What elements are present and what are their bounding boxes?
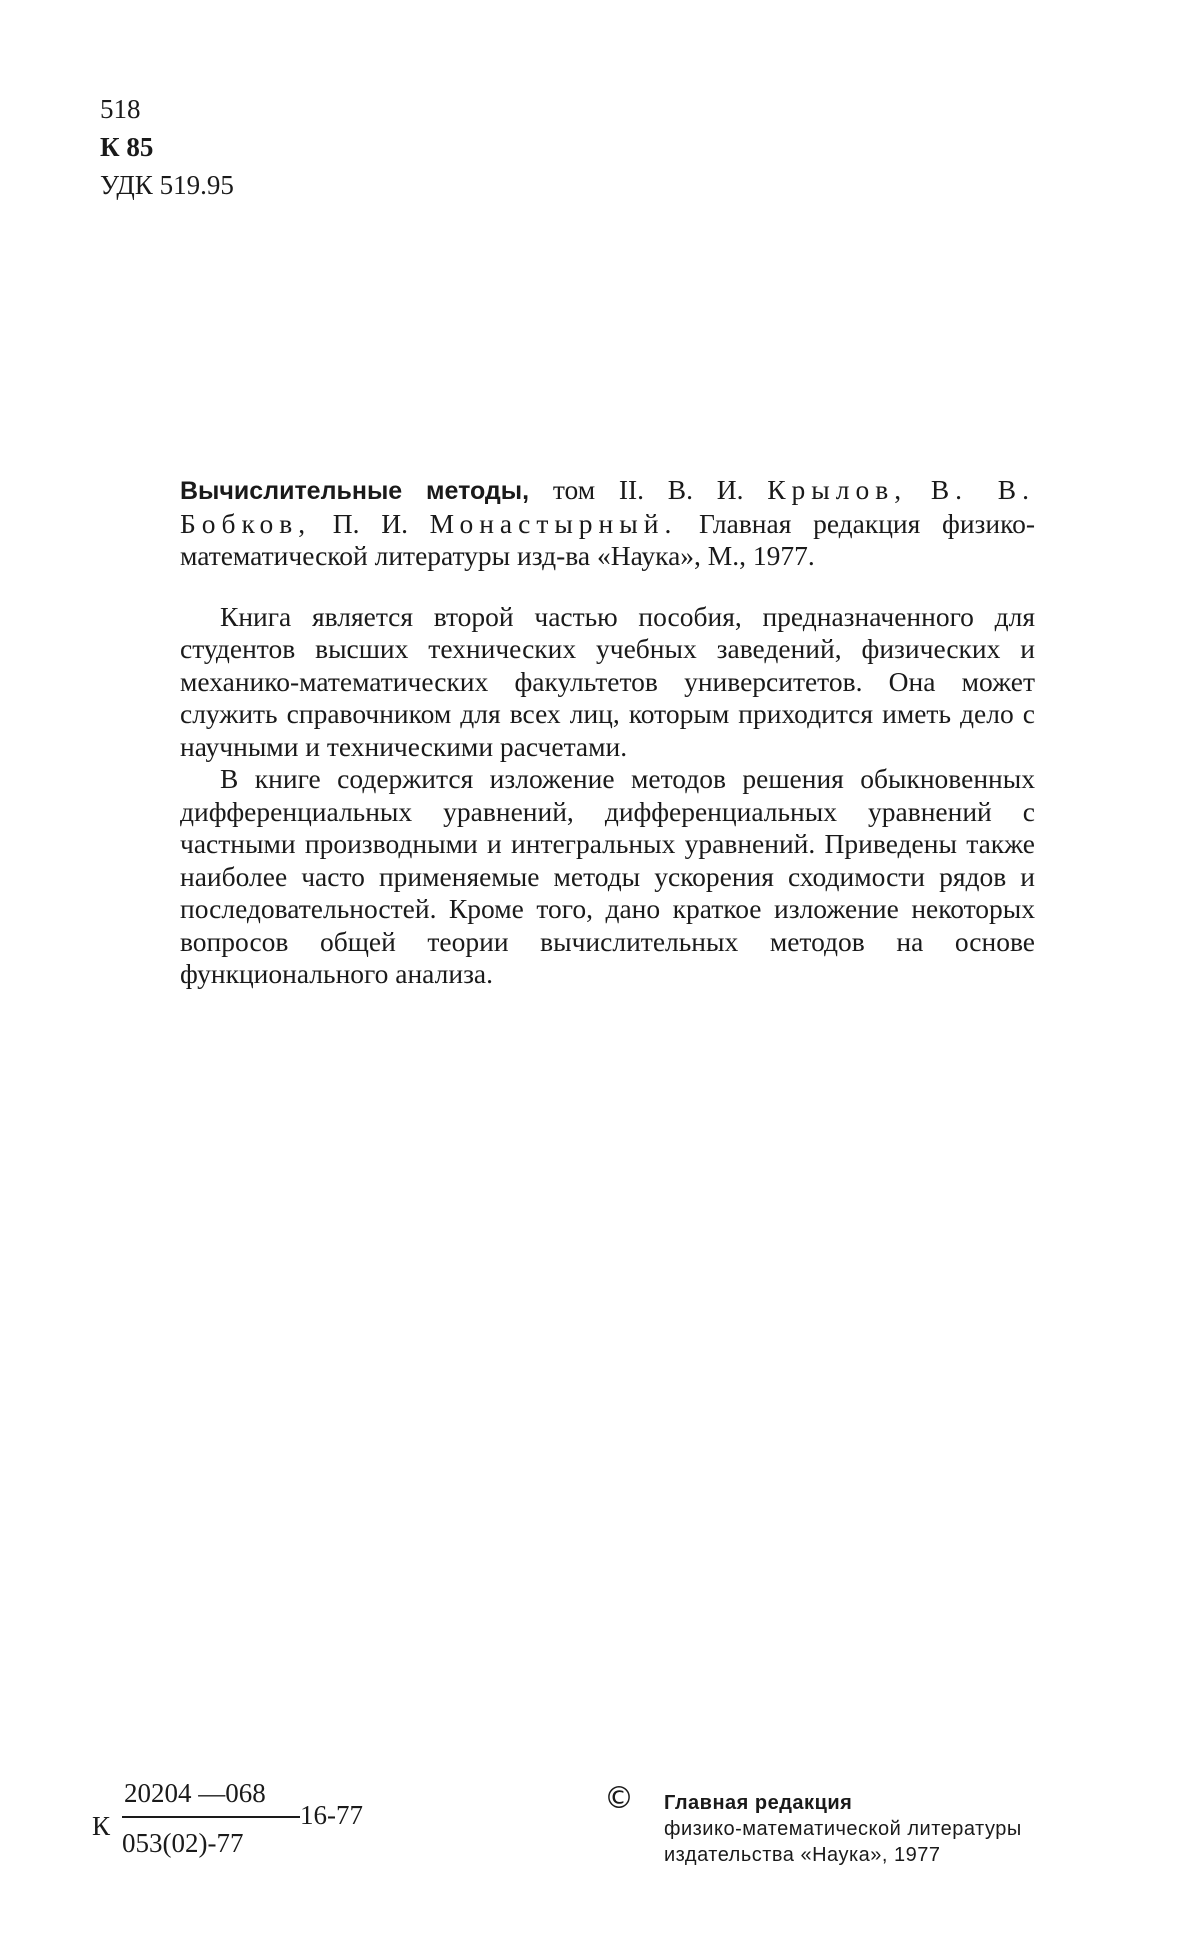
publication-index-code (92, 1778, 392, 1878)
author-initials: П. И. (311, 507, 430, 539)
index-letter: К (92, 1811, 111, 1841)
copyright-text (664, 1790, 1022, 1868)
classification-block (100, 90, 234, 204)
bibliographic-description (180, 474, 1035, 573)
book-title: Вычислительные методы, (180, 477, 530, 505)
fraction-divider (122, 1816, 300, 1818)
publisher-info: Главная редакция физико-математической литературы изд-ва «Наука», М., 1977. (180, 507, 1035, 571)
copyright-line: физико-математической литературы (664, 1818, 1022, 1840)
annotation-block (180, 474, 1035, 991)
abstract-paragraph: В книге содержится изложение методов решения обыкновенных дифференциальных уравнений, дифференциальных уравнений с частными производными и интегральных уравнений. Приведены также наиболее часто применяемые методы ускорения сходимости рядов и последовательностей. Кроме того, дано краткое изложение некоторых вопросов общей теории вычислительных методов на основе функционального анализа. (180, 763, 1035, 989)
author-mark: К 85 (100, 132, 154, 162)
author-name: В. В. Бобков, (180, 474, 1035, 539)
copyright-icon: © (604, 1781, 635, 1816)
classification-code: 518 (100, 94, 141, 124)
author-name: Крылов, (767, 474, 908, 505)
volume-initials: том II. В. И. (529, 474, 768, 505)
copyright-line: издательства «Наука», 1977 (664, 1844, 941, 1866)
index-denominator: 053(02)-77 (122, 1828, 244, 1858)
abstract-paragraph: Книга является второй частью пособия, предназначенного для студентов высших технических учебных заведений, физических и механико-математических факультетов университетов. Она может служить справочником для всех лиц, которым приходится иметь дело с научными и техническими расчетами. (180, 600, 1035, 762)
udc-code: УДК 519.95 (100, 170, 234, 200)
index-suffix: 16-77 (300, 1800, 363, 1830)
copyright-line: Главная редакция (664, 1792, 853, 1814)
index-numerator: 20204 —068 (124, 1778, 266, 1808)
author-name: Монастырный. (429, 507, 678, 539)
